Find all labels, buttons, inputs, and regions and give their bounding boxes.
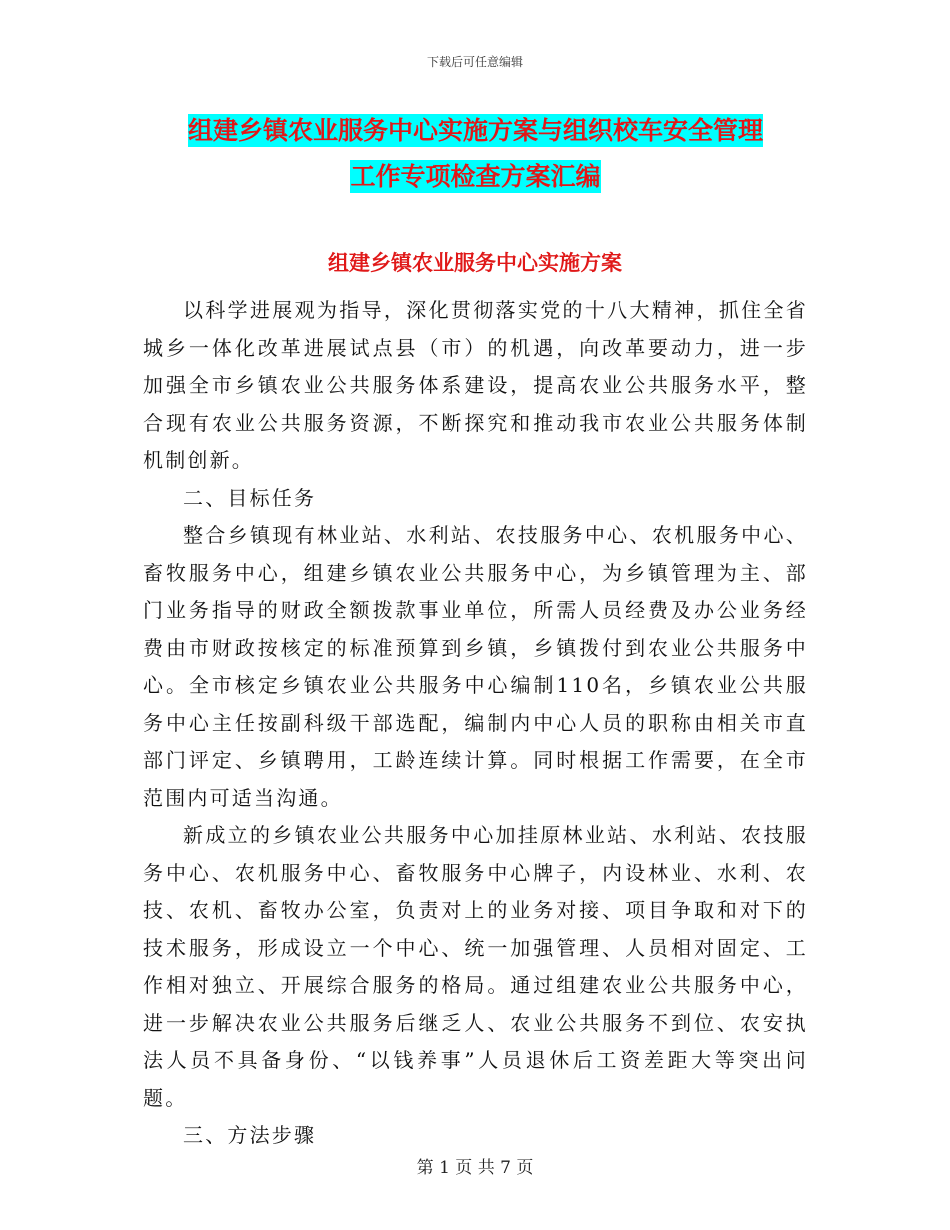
- header-note: 下载后可任意编辑: [426, 55, 523, 69]
- section-title: 组建乡镇农业服务中心实施方案: [328, 251, 622, 275]
- document-body: [143, 292, 808, 1155]
- page-number-footer: 第 1 页 共 7 页: [416, 1158, 534, 1178]
- document-title-line-1: 组建乡镇农业服务中心实施方案与组织校车安全管理: [187, 116, 763, 145]
- heading-goals: 二、目标任务: [183, 485, 317, 510]
- document-title: [143, 108, 808, 200]
- paragraph-structure: 新成立的乡镇农业公共服务中心加挂原林业站、水利站、农技服务中心、农机服务中心、畜牧服务中心牌子，内设林业、水利、农技、农机、畜牧办公室，负责对上的业务对接、项目争取和对下的技术服务，形成设立一个中心、统一加强管理、人员相对固定、工作相对独立、开展综合服务的格局。通过组建农业公共服务中心，进一步解决农业公共服务后继乏人、农业公共服务不到位、农安执法人员不具备身份、“以钱养事”人员退休后工资差距大等突出问题。: [143, 823, 808, 1110]
- document-title-line-2: 工作专项检查方案汇编: [350, 162, 601, 191]
- paragraph-goals: 整合乡镇现有林业站、水利站、农技服务中心、农机服务中心、畜牧服务中心，组建乡镇农业公共服务中心，为乡镇管理为主、部门业务指导的财政全额拨款事业单位，所需人员经费及办公业务经费由市财政按核定的标准预算到乡镇，乡镇拨付到农业公共服务中心。全市核定乡镇农业公共服务中心编制110名，乡镇农业公共服务中心主任按副科级干部选配，编制内中心人员的职称由相关市直部门评定、乡镇聘用，工龄连续计算。同时根据工作需要，在全市范围内可适当沟通。: [143, 523, 808, 810]
- heading-steps: 三、方法步骤: [183, 1123, 317, 1147]
- paragraph-intro: 以科学进展观为指导，深化贯彻落实党的十八大精神，抓住全省城乡一体化改革进展试点县（市）的机遇，向改革要动力，进一步加强全市乡镇农业公共服务体系建设，提高农业公共服务水平，整合现有农业公共服务资源，不断探究和推动我市农业公共服务体制机制创新。: [143, 298, 808, 472]
